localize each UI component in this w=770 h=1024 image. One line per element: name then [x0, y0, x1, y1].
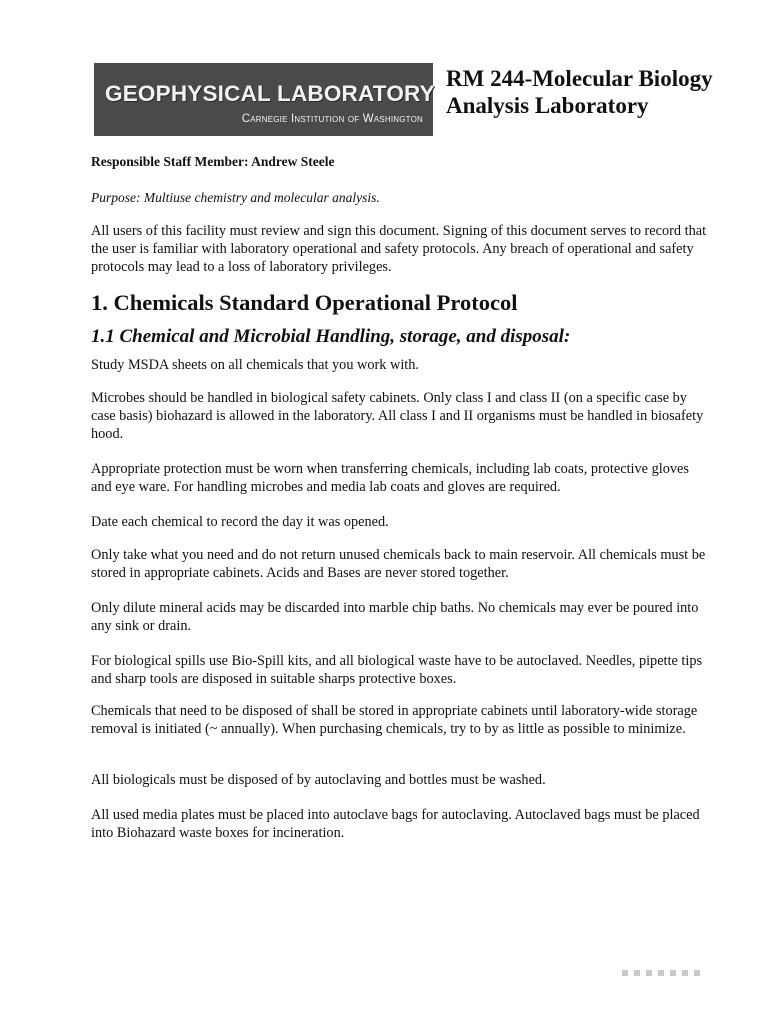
section-heading: 1. Chemicals Standard Operational Protocol — [91, 290, 518, 315]
document-title: RM 244-Molecular Biology Analysis Laboratory — [446, 66, 713, 118]
footer-mark — [622, 970, 702, 976]
paragraph-acids: Only dilute mineral acids may be discarded into marble chip baths. No chemicals may ever be poured into any sink or drain. — [91, 600, 699, 634]
purpose-statement: Purpose: Multiuse chemistry and molecular analysis. — [91, 190, 380, 205]
paragraph-media-plates: All used media plates must be placed into autoclave bags for autoclaving. Autoclaved bags must be placed into Biohazard waste boxes for incineration. — [91, 807, 700, 841]
geophysical-laboratory-logo — [94, 63, 433, 136]
paragraph-protection: Appropriate protection must be worn when transferring chemicals, including lab coats, protective gloves and eye ware. For handling microbes and media lab coats and gloves are required. — [91, 461, 689, 495]
paragraph-date-chemical: Date each chemical to record the day it was opened. — [91, 514, 389, 530]
paragraph-spills: For biological spills use Bio-Spill kits, and all biological waste have to be autoclaved. Needles, pipette tips and sharp tools are disposed in suitable sharps protective boxes. — [91, 653, 703, 687]
paragraph-microbes: Microbes should be handled in biological safety cabinets. Only class I and class II (on a specific case by case basis) biohazard is allowed in the laboratory. All class I and II organisms must be handled in biosafety hood. — [91, 390, 704, 442]
paragraph-biologicals: All biologicals must be disposed of by autoclaving and bottles must be washed. — [91, 772, 546, 788]
paragraph-msda: Study MSDA sheets on all chemicals that you work with. — [91, 357, 420, 373]
subsection-heading: 1.1 Chemical and Microbial Handling, storage, and disposal: — [91, 326, 571, 347]
logo-line-2: Carnegie Institution of Washington — [241, 113, 423, 125]
intro-paragraph: All users of this facility must review and sign this document. Signing of this document serves to record that the user is familiar with laboratory operational and safety protocols. Any breach of operational and safety protocols may lead to a loss of laboratory privileges. — [91, 223, 707, 275]
logo-line-1: GEOPHYSICAL LABORATORY — [105, 81, 435, 106]
paragraph-disposal-storage: Chemicals that need to be disposed of shall be stored in appropriate cabinets until laboratory-wide storage removal is initiated (~ annually). When purchasing chemicals, try to by as little as possible to minimize. — [91, 703, 698, 737]
paragraph-storage: Only take what you need and do not return unused chemicals back to main reservoir. All chemicals must be stored in appropriate cabinets. Acids and Bases are never stored together. — [91, 547, 706, 581]
responsible-staff: Responsible Staff Member: Andrew Steele — [91, 154, 335, 169]
